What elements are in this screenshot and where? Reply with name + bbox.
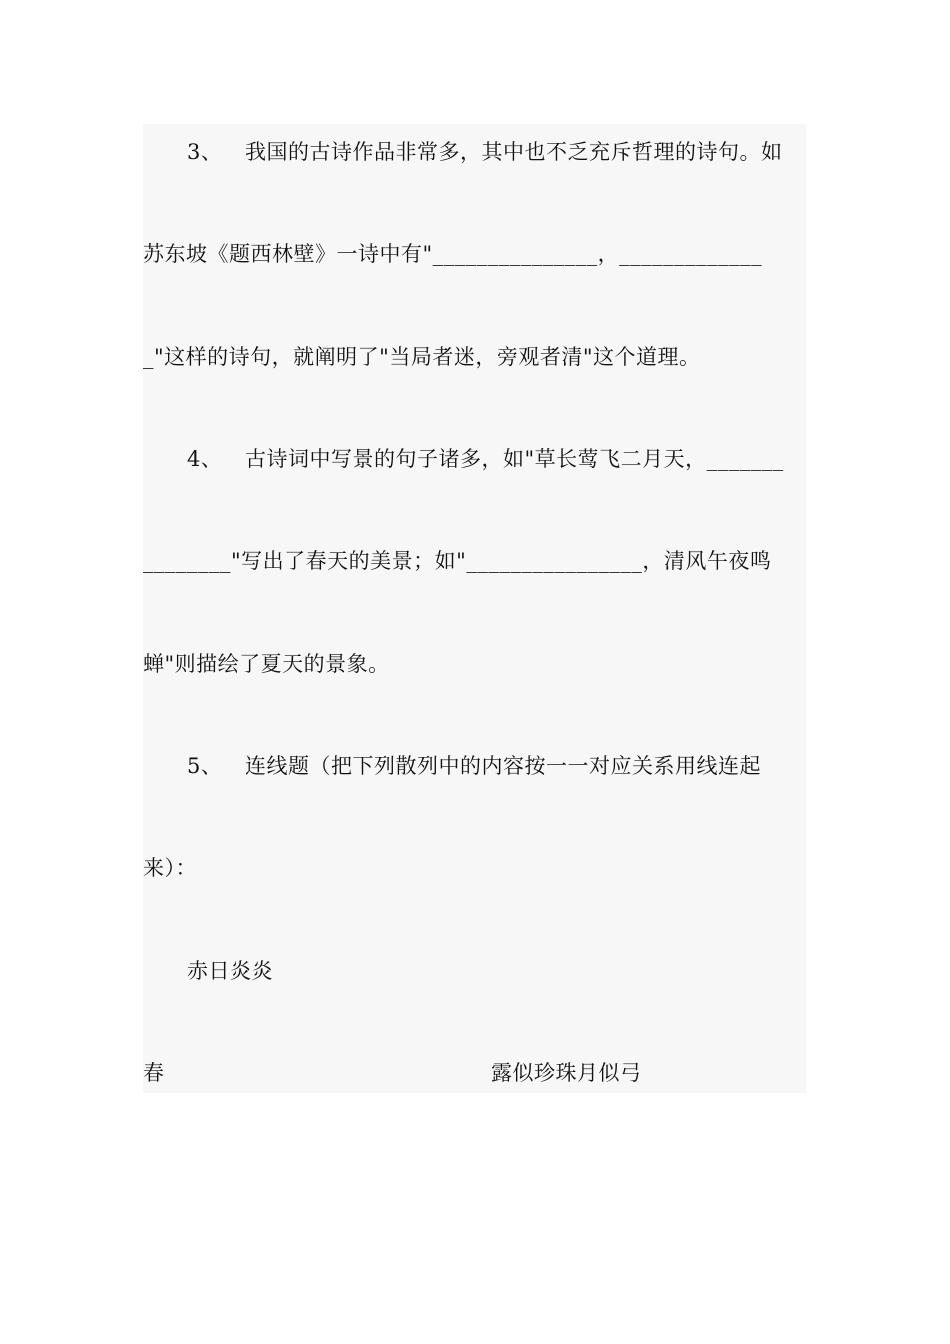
question-4-number: 4、: [187, 447, 223, 471]
question-5-text: 连线题（把下列散列中的内容按一一对应关系用线连起: [245, 754, 761, 778]
question-5-line-1: [187, 752, 761, 780]
question-3-line-1: [187, 138, 783, 166]
question-4-line-2: ________"写出了春天的美景；如"________________，清风午夜鸣: [143, 549, 772, 573]
question-5-number: 5、: [187, 754, 223, 778]
question-3-text: 我国的古诗作品非常多，其中也不乏充斥哲理的诗句。如: [245, 140, 783, 164]
match-item-left: 春: [143, 1061, 165, 1085]
document-page: [143, 124, 806, 1093]
match-row-2: [143, 1059, 642, 1087]
match-item-right: 露似珍珠月似弓: [491, 1061, 642, 1085]
question-4-line-1: [187, 445, 784, 473]
question-3-line-2: 苏东坡《题西林壁》一诗中有"_______________，_____________: [143, 242, 763, 266]
match-item-1: 赤日炎炎: [187, 959, 273, 983]
question-4-line-3: 蝉"则描绘了夏天的景象。: [143, 652, 390, 676]
question-4-text: 古诗词中写景的句子诸多，如"草长莺飞二月天，_______: [245, 447, 784, 471]
question-3-number: 3、: [187, 140, 223, 164]
question-5-line-2: 来）：: [143, 856, 197, 880]
question-3-line-3: _"这样的诗句，就阐明了"当局者迷，旁观者清"这个道理。: [143, 345, 701, 369]
